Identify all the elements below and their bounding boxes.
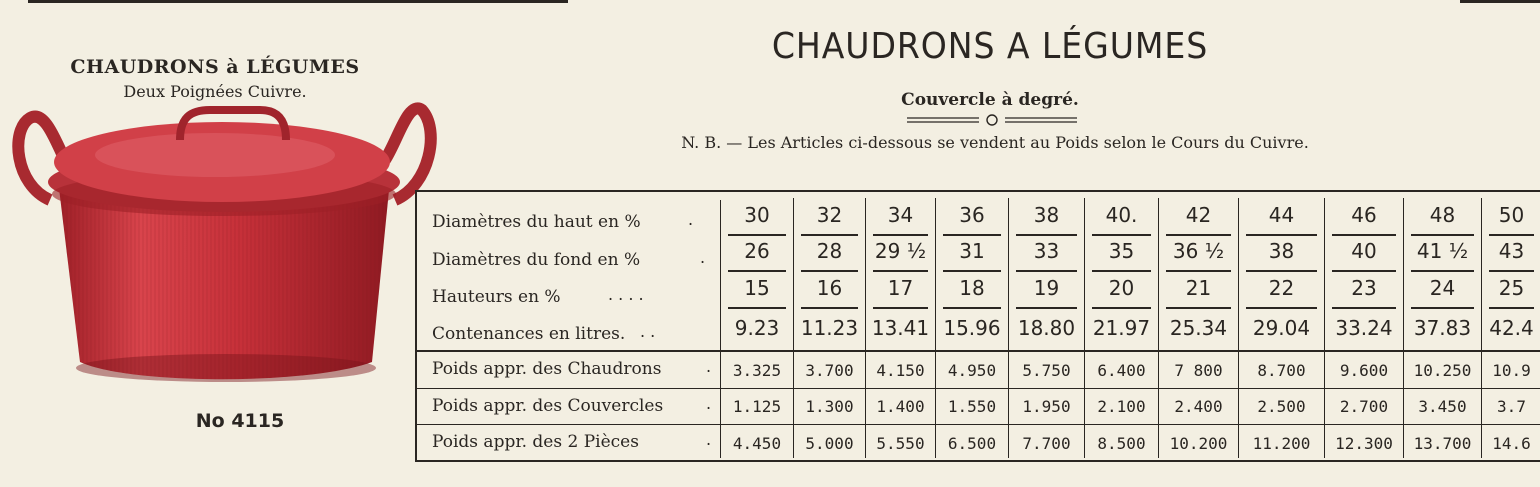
cell-total-weight: 5.550	[876, 434, 925, 453]
row-label-height: Hauteurs en %	[432, 287, 561, 307]
cell-capacity: 33.24	[1335, 316, 1393, 340]
page-subtitle: Couvercle à degré.	[901, 90, 1079, 110]
column-separator	[1158, 198, 1159, 458]
cell-underline	[1332, 307, 1396, 309]
cell-top-diameter: 44	[1268, 203, 1295, 227]
cell-pot-weight: 10.250	[1413, 361, 1472, 380]
cell-pot-weight: 9.600	[1339, 361, 1389, 380]
cell-lid-weight: 3.450	[1418, 397, 1467, 416]
cell-underline	[1016, 270, 1077, 272]
cell-pot-weight: 3.325	[732, 361, 782, 380]
cell-top-diameter: 34	[887, 203, 914, 227]
column-separator	[865, 198, 866, 458]
cell-pot-weight: 10.9	[1492, 361, 1531, 380]
cell-pot-weight: 3.700	[805, 361, 854, 380]
cell-height: 21	[1185, 276, 1212, 300]
cell-lid-weight: 1.550	[947, 397, 997, 416]
cell-total-weight: 13.700	[1413, 434, 1472, 453]
cell-height: 23	[1351, 276, 1377, 300]
cell-total-weight: 8.500	[1097, 434, 1146, 453]
cell-lid-weight: 2.100	[1097, 397, 1146, 416]
cell-capacity: 13.41	[871, 316, 930, 340]
cell-bottom-diameter: 33	[1033, 239, 1060, 263]
row-dots: . .	[640, 322, 656, 341]
cell-height: 22	[1268, 276, 1295, 300]
column-separator	[1324, 198, 1325, 458]
cell-capacity: 21.97	[1092, 316, 1151, 340]
row-label-bottom-diameter: Diamètres du fond en %	[432, 250, 641, 270]
row-dots: .	[688, 210, 694, 229]
copper-pot-illustration	[10, 100, 440, 390]
cell-height: 25	[1498, 276, 1525, 300]
cell-underline	[1166, 307, 1231, 309]
top-rule	[28, 0, 568, 3]
cell-underline	[801, 307, 858, 309]
cell-height: 17	[887, 276, 914, 300]
page-title: CHAUDRONS A LÉGUMES	[771, 26, 1209, 67]
block-divider	[415, 350, 1540, 352]
cell-lid-weight: 1.950	[1022, 397, 1071, 416]
cell-top-diameter: 38	[1033, 203, 1060, 227]
row-dots: .	[706, 357, 712, 376]
cell-bottom-diameter: 40	[1351, 239, 1377, 263]
cell-underline	[801, 270, 858, 272]
cell-lid-weight: 2.700	[1339, 397, 1389, 416]
cell-total-weight: 11.200	[1252, 434, 1311, 453]
row-dots: .	[700, 248, 706, 267]
row-dots: . . . .	[608, 285, 644, 304]
cell-bottom-diameter: 29 ½	[874, 239, 927, 263]
cell-height: 16	[816, 276, 843, 300]
cell-total-weight: 12.300	[1335, 434, 1393, 453]
cell-bottom-diameter: 31	[959, 239, 985, 263]
column-separator	[1008, 198, 1009, 458]
cell-top-diameter: 32	[816, 203, 843, 227]
cell-capacity: 15.96	[943, 316, 1001, 340]
cell-underline	[943, 270, 1001, 272]
cell-underline	[1246, 270, 1317, 272]
cell-bottom-diameter: 43	[1498, 239, 1525, 263]
cell-underline	[728, 270, 786, 272]
cell-lid-weight: 1.300	[805, 397, 854, 416]
cell-underline	[873, 307, 928, 309]
cell-top-diameter: 46	[1351, 203, 1377, 227]
cell-pot-weight: 4.150	[876, 361, 925, 380]
cell-capacity: 29.04	[1252, 316, 1311, 340]
cell-total-weight: 6.500	[947, 434, 997, 453]
cell-lid-weight: 2.500	[1257, 397, 1306, 416]
cell-underline	[943, 307, 1001, 309]
cell-underline	[873, 270, 928, 272]
cell-height: 19	[1033, 276, 1060, 300]
column-separator	[720, 200, 721, 458]
cell-total-weight: 7.700	[1022, 434, 1071, 453]
cell-pot-weight: 4.950	[947, 361, 997, 380]
cell-bottom-diameter: 38	[1268, 239, 1295, 263]
cell-bottom-diameter: 26	[744, 239, 770, 263]
row-label-top-diameter: Diamètres du haut en %	[432, 212, 641, 232]
row-divider	[415, 388, 1540, 389]
cell-lid-weight: 3.7	[1497, 397, 1526, 416]
row-label-total-weight: Poids appr. des 2 Pièces	[432, 432, 639, 452]
cell-underline	[1411, 270, 1474, 272]
cell-lid-weight: 1.125	[732, 397, 782, 416]
cell-top-diameter: 40.	[1105, 203, 1138, 227]
cell-lid-weight: 2.400	[1174, 397, 1223, 416]
column-separator	[1238, 198, 1239, 458]
cell-top-diameter: 42	[1185, 203, 1212, 227]
row-label-pot-weight: Poids appr. des Chaudrons	[432, 359, 662, 379]
cell-underline	[1411, 307, 1474, 309]
cell-top-diameter: 50	[1498, 203, 1525, 227]
row-dots: .	[706, 430, 712, 449]
ornament-divider	[905, 112, 1080, 128]
price-note: N. B. — Les Articles ci-dessous se vendent au Poids selon le Cours du Cuivre.	[681, 133, 1309, 152]
cell-capacity: 11.23	[800, 316, 859, 340]
row-dots: .	[706, 394, 712, 413]
cell-total-weight: 4.450	[732, 434, 782, 453]
cell-capacity: 9.23	[734, 316, 780, 340]
cell-underline	[1489, 270, 1534, 272]
cell-bottom-diameter: 41 ½	[1416, 239, 1469, 263]
cell-pot-weight: 5.750	[1022, 361, 1071, 380]
cell-bottom-diameter: 28	[816, 239, 843, 263]
cell-capacity: 37.83	[1413, 316, 1472, 340]
cell-underline	[1092, 270, 1151, 272]
product-subtitle: Deux Poignées Cuivre.	[123, 82, 307, 101]
cell-pot-weight: 8.700	[1257, 361, 1306, 380]
cell-capacity: 42.4	[1489, 316, 1534, 340]
cell-underline	[1246, 307, 1317, 309]
cell-height: 20	[1108, 276, 1135, 300]
column-separator	[1084, 198, 1085, 458]
cell-capacity: 18.80	[1017, 316, 1076, 340]
cell-total-weight: 5.000	[805, 434, 854, 453]
cell-underline	[1332, 270, 1396, 272]
cell-underline	[1016, 307, 1077, 309]
product-title: CHAUDRONS à LÉGUMES	[70, 56, 360, 78]
cell-pot-weight: 7 800	[1174, 361, 1223, 380]
cell-capacity: 25.34	[1169, 316, 1228, 340]
cell-bottom-diameter: 36 ½	[1172, 239, 1225, 263]
top-rule-right	[1460, 0, 1540, 3]
column-separator	[935, 198, 936, 458]
cell-top-diameter: 48	[1429, 203, 1456, 227]
cell-top-diameter: 36	[959, 203, 985, 227]
column-separator	[1481, 198, 1482, 458]
column-separator	[793, 198, 794, 458]
cell-underline	[728, 307, 786, 309]
cell-top-diameter: 30	[744, 203, 770, 227]
cell-height: 18	[959, 276, 985, 300]
cell-pot-weight: 6.400	[1097, 361, 1146, 380]
cell-bottom-diameter: 35	[1108, 239, 1135, 263]
cell-total-weight: 14.6	[1492, 434, 1531, 453]
model-number: No 4115	[195, 410, 285, 432]
cell-height: 15	[744, 276, 770, 300]
column-separator	[1403, 198, 1404, 458]
row-label-capacity: Contenances en litres.	[432, 324, 626, 344]
cell-total-weight: 10.200	[1169, 434, 1228, 453]
cell-underline	[1489, 307, 1534, 309]
cell-underline	[1092, 307, 1151, 309]
cell-lid-weight: 1.400	[876, 397, 925, 416]
row-label-lid-weight: Poids appr. des Couvercles	[432, 396, 664, 416]
row-divider	[415, 424, 1540, 425]
cell-underline	[1166, 270, 1231, 272]
cell-height: 24	[1429, 276, 1456, 300]
